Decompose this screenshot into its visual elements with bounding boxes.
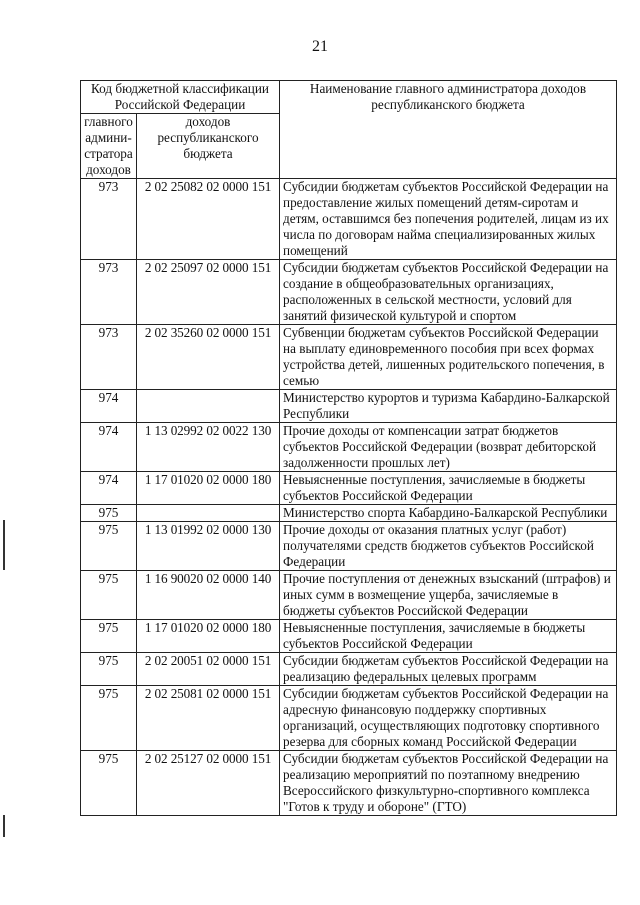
admin-code-cell: 975 xyxy=(81,522,137,571)
income-code-cell: 2 02 35260 02 0000 151 xyxy=(137,325,280,390)
administrator-name-cell: Невыясненные поступления, зачисляемые в бюджеты субъектов Российской Федерации xyxy=(280,472,617,505)
income-code-cell: 1 17 01020 02 0000 180 xyxy=(137,472,280,505)
admin-code-cell: 975 xyxy=(81,505,137,522)
table-row xyxy=(81,472,617,505)
income-code-cell: 1 13 02992 02 0022 130 xyxy=(137,423,280,472)
income-code-cell: 2 02 20051 02 0000 151 xyxy=(137,653,280,686)
table-row xyxy=(81,179,617,260)
income-code-cell: 2 02 25097 02 0000 151 xyxy=(137,260,280,325)
admin-code-cell: 975 xyxy=(81,751,137,816)
admin-code-cell: 973 xyxy=(81,260,137,325)
income-code-cell: 2 02 25081 02 0000 151 xyxy=(137,686,280,751)
table-row xyxy=(81,571,617,620)
income-code-cell: 2 02 25082 02 0000 151 xyxy=(137,179,280,260)
admin-code-cell: 974 xyxy=(81,390,137,423)
administrator-name-cell: Прочие доходы от компенсации затрат бюджетов субъектов Российской Федерации (возврат дебиторской задолженности прошлых лет) xyxy=(280,423,617,472)
header-col-admin: главного админи-стратора доходов xyxy=(81,114,137,179)
administrator-name-cell: Невыясненные поступления, зачисляемые в бюджеты субъектов Российской Федерации xyxy=(280,620,617,653)
admin-code-cell: 973 xyxy=(81,179,137,260)
table-row xyxy=(81,620,617,653)
admin-code-cell: 973 xyxy=(81,325,137,390)
header-group-title: Код бюджетной классификации Российской Федерации xyxy=(81,81,280,114)
administrator-name-cell: Субсидии бюджетам субъектов Российской Федерации на адресную финансовую поддержку спортивных организаций, осуществляющих подготовку спортивного резерва для сборных команд Российской Федерации xyxy=(280,686,617,751)
income-code-cell: 1 16 90020 02 0000 140 xyxy=(137,571,280,620)
table-row xyxy=(81,751,617,816)
admin-code-cell: 975 xyxy=(81,571,137,620)
budget-classification-table xyxy=(80,80,617,816)
administrator-name-cell: Министерство спорта Кабардино-Балкарской Республики xyxy=(280,505,617,522)
administrator-name-cell: Субвенции бюджетам субъектов Российской Федерации на выплату единовременного пособия при всех формах устройства детей, лишенных родительского попечения, в семью xyxy=(280,325,617,390)
scan-margin-mark xyxy=(3,815,5,837)
header-col-income: доходов республиканского бюджета xyxy=(137,114,280,179)
table-row xyxy=(81,260,617,325)
scan-margin-mark xyxy=(3,520,5,570)
income-code-cell: 1 17 01020 02 0000 180 xyxy=(137,620,280,653)
table-row xyxy=(81,686,617,751)
table-row xyxy=(81,522,617,571)
page-number: 21 xyxy=(312,38,328,55)
header-col-name: Наименование главного администратора доходов республиканского бюджета xyxy=(280,81,617,179)
admin-code-cell: 975 xyxy=(81,653,137,686)
admin-code-cell: 975 xyxy=(81,686,137,751)
admin-code-cell: 974 xyxy=(81,423,137,472)
income-code-cell: 2 02 25127 02 0000 151 xyxy=(137,751,280,816)
income-code-cell: 1 13 01992 02 0000 130 xyxy=(137,522,280,571)
administrator-name-cell: Прочие поступления от денежных взысканий (штрафов) и иных сумм в возмещение ущерба, зачисляемые в бюджеты субъектов Российской Федерации xyxy=(280,571,617,620)
table-row xyxy=(81,423,617,472)
administrator-name-cell: Министерство курортов и туризма Кабардино-Балкарской Республики xyxy=(280,390,617,423)
table-row xyxy=(81,390,617,423)
administrator-name-cell: Субсидии бюджетам субъектов Российской Федерации на создание в общеобразовательных организациях, расположенных в сельской местности, условий для занятий физической культурой и спортом xyxy=(280,260,617,325)
administrator-name-cell: Субсидии бюджетам субъектов Российской Федерации на реализацию федеральных целевых программ xyxy=(280,653,617,686)
income-code-cell xyxy=(137,505,280,522)
admin-code-cell: 975 xyxy=(81,620,137,653)
admin-code-cell: 974 xyxy=(81,472,137,505)
table-row xyxy=(81,653,617,686)
administrator-name-cell: Субсидии бюджетам субъектов Российской Федерации на предоставление жилых помещений детям-сиротам и детям, оставшимся без попечения родителей, лицам из их числа по договорам найма специализированных жилых помещений xyxy=(280,179,617,260)
table-body xyxy=(81,179,617,816)
income-code-cell xyxy=(137,390,280,423)
administrator-name-cell: Субсидии бюджетам субъектов Российской Федерации на реализацию мероприятий по поэтапному внедрению Всероссийского физкультурно-спортивного комплекса "Готов к труду и обороне" (ГТО) xyxy=(280,751,617,816)
table-row xyxy=(81,325,617,390)
table-row xyxy=(81,505,617,522)
administrator-name-cell: Прочие доходы от оказания платных услуг (работ) получателями средств бюджетов субъектов Российской Федерации xyxy=(280,522,617,571)
